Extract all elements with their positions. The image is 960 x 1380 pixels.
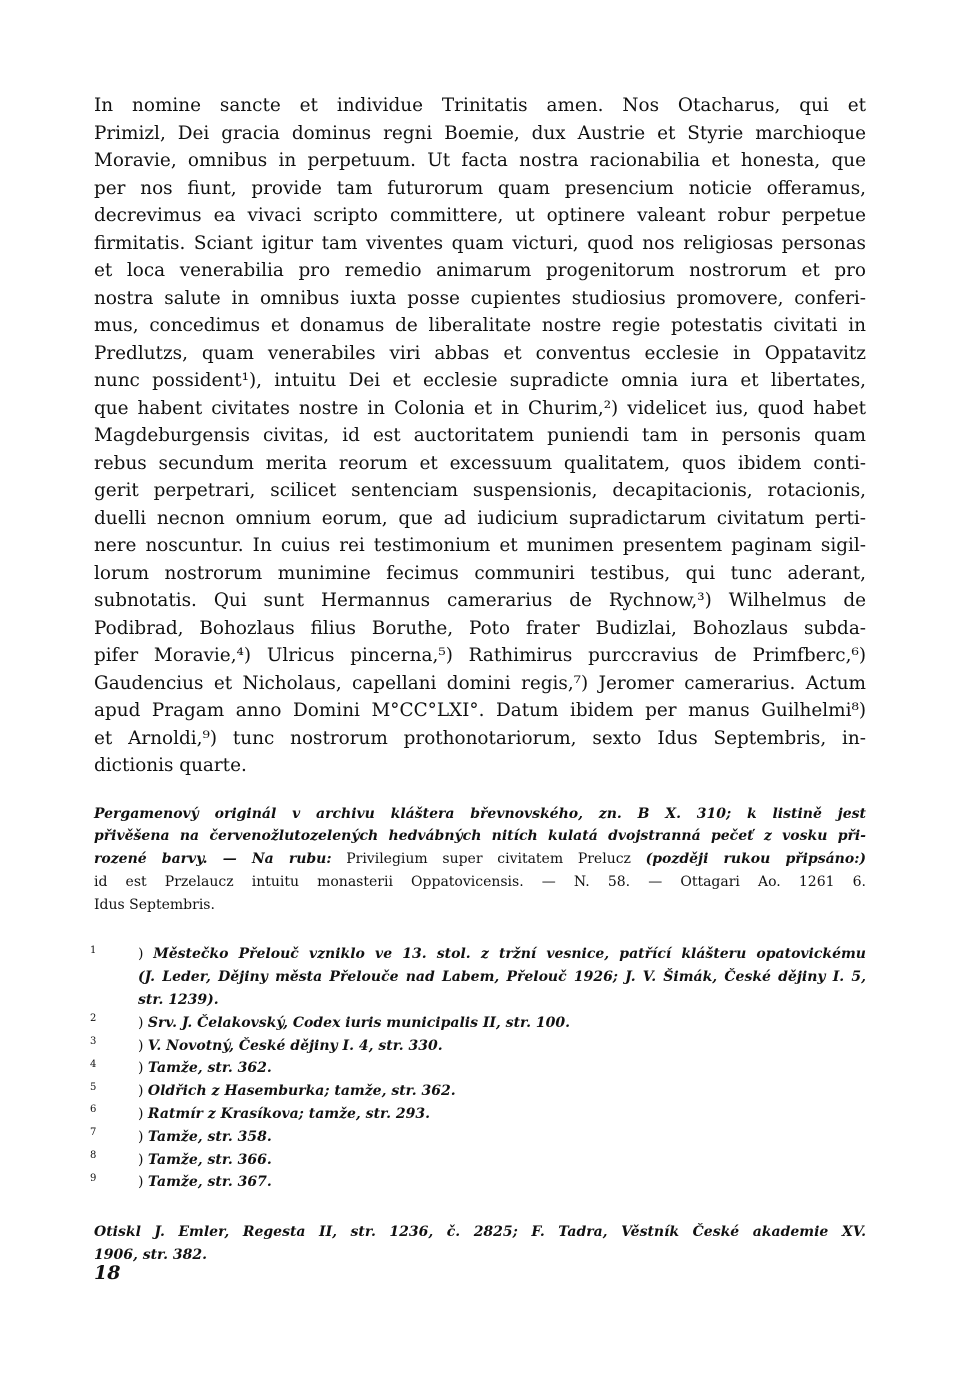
charter-text-line: et Arnoldi,⁹) tunc nostrorum prothonotariorum, sexto Idus Septembris, in- [94, 727, 866, 749]
footnote [90, 1171, 866, 1194]
charter-text-line: apud Pragam anno Domini M°CC°LXI°. Datum ibidem per manus Guilhelmi⁸) [94, 700, 866, 721]
footnotes [90, 943, 866, 1194]
footnote-line: 3 ) V. Novotný, České dějiny I. 4, str. 330. [90, 1036, 443, 1054]
printed-in-line: 1906, str. 382. [94, 1247, 207, 1264]
charter-text-line: dictionis quarte. [94, 755, 247, 776]
charter-text [94, 92, 866, 780]
archival-note-line: Idus Septembris. [94, 896, 215, 913]
footnote [90, 1103, 866, 1126]
charter-text-line: per nos fiunt, provide tam futurorum quam presencium noticie offeramus, [94, 177, 866, 199]
page-number: 18 [94, 1262, 121, 1284]
footnote-line: 4 ) Tamže, str. 362. [90, 1058, 272, 1077]
printed-in-line: Otiskl J. Emler, Regesta II, str. 1236, č. 2825; F. Tadra, Věstník České akademie XV. [94, 1224, 866, 1241]
archival-note-italic: rozené barvy. — Na rubu: [94, 851, 332, 868]
footnote-line [138, 989, 866, 1012]
charter-text-line: Primizl, Dei gracia dominus regni Boemie, dux Austrie et Styrie marchioque [94, 122, 866, 144]
footnote-line: 2 ) Srv. J. Čelakovský, Codex iuris municipalis II, str. 100. [90, 1013, 570, 1031]
archival-note-line: id est Przelaucz intuitu monasterii Oppatovicensis. — N. 58. — Ottagari Ao. 1261 6. [94, 873, 866, 890]
charter-text-line: que habent civitates nostre in Colonia et in Churim,²) videlicet ius, quod habet [94, 397, 866, 419]
charter-text-line: gerit perpetrari, scilicet sentenciam suspensionis, decapitacionis, rotacionis, [94, 480, 866, 501]
footnote-text: Tamže, str. 362. [147, 1060, 272, 1077]
footnote [90, 1080, 866, 1103]
footnote-line: 7 ) Tamže, str. 358. [90, 1127, 272, 1145]
charter-text-line: In nomine sancte et individue Trinitatis amen. Nos Otacharus, qui et [94, 95, 866, 116]
charter-text-line: Magdeburgensis civitas, id est auctoritatem puniendi tam in personis quam [94, 425, 866, 446]
footnote-text: Oldřich z Hasemburka; tamže, str. 362. [147, 1083, 456, 1100]
archival-note-italic: (později rukou připsáno:) [645, 851, 866, 868]
charter-text-line: duelli necnon omnium eorum, que ad iudicium supradictarum civitatum perti- [94, 507, 866, 529]
charter-text-line: Podibrad, Bohozlaus filius Boruthe, Poto frater Budizlai, Bohozlaus subda- [94, 617, 866, 639]
charter-text-line: Gaudencius et Nicholaus, capellani domini regis,⁷) Jeromer camerarius. Actum [94, 672, 866, 694]
footnote-line: 6 ) Ratmír z Krasíkova; tamže, str. 293. [90, 1104, 430, 1123]
footnote-line: 1 ) Městečko Přelouč vzniklo ve 13. stol. z tržní vesnice, patřící klášteru opatovickému [90, 944, 866, 963]
footnote-text: Tamže, str. 367. [147, 1174, 272, 1191]
footnote-line: 9 ) Tamže, str. 367. [90, 1172, 272, 1191]
footnote-text: Městečko Přelouč vzniklo ve 13. stol. z tržní vesnice, patřící klášteru opatovickému [153, 946, 866, 963]
charter-text-line: decrevimus ea vivaci scripto committere, ut optinere valeant robur perpetue [94, 205, 866, 226]
footnote [90, 1149, 866, 1172]
footnote [90, 1057, 866, 1080]
charter-text-line: firmitatis. Sciant igitur tam viventes quam victuri, quod nos religiosas personas [94, 232, 866, 254]
footnote [90, 1126, 866, 1149]
footnote-text: (J. Leder, Dějiny města Přelouče nad Labem, Přelouč 1926; J. V. Šimák, České dějiny I. 5, [138, 969, 866, 986]
archival-note [94, 803, 866, 917]
charter-text-line: nere noscuntur. In cuius rei testimonium et munimen presentem paginam sigil- [94, 535, 866, 556]
charter-text-line: Moravie, omnibus in perpetuum. Ut facta nostra racionabilia et honesta, que [94, 150, 866, 171]
printed-in-note [94, 1221, 866, 1267]
footnote-line: 8 ) Tamže, str. 366. [90, 1150, 272, 1168]
charter-text-line: rebus secundum merita reorum et excessuum qualitatem, quos ibidem conti- [94, 452, 866, 474]
document-page [90, 92, 866, 1267]
footnote-text: Ratmír z Krasíkova; tamže, str. 293. [147, 1106, 430, 1123]
charter-text-line: lorum nostrorum munimine fecimus communiri testibus, qui tunc aderant, [94, 562, 866, 584]
footnote-text: Srv. J. Čelakovský, Codex iuris municipalis II, str. 100. [147, 1014, 570, 1031]
footnote-line: 5 ) Oldřich z Hasemburka; tamže, str. 362. [90, 1081, 456, 1100]
footnote [90, 1035, 866, 1058]
archival-note-line [94, 848, 866, 871]
archival-note-plain: Privilegium super civitatem Prelucz [331, 851, 646, 868]
footnote-text: Tamže, str. 358. [147, 1128, 272, 1145]
charter-text-line: subnotatis. Qui sunt Hermannus camerarius de Rychnow,³) Wilhelmus de [94, 590, 866, 611]
charter-text-line: mus, concedimus et donamus de liberalitate nostre regie potestatis civitati in [94, 315, 866, 336]
footnote [90, 1012, 866, 1035]
charter-text-line: pifer Moravie,⁴) Ulricus pincerna,⁵) Rathimirus purccravius de Primfberc,⁶) [94, 645, 866, 666]
footnote-text: Tamže, str. 366. [147, 1151, 272, 1168]
archival-note-line: přivěšena na červenožlutozelených hedvábných nitích kulatá dvojstranná pečeť z vosku při- [94, 828, 866, 845]
archival-note-line: Pergamenový originál v archivu kláštera břevnovského, zn. B X. 310; k listině jest [94, 805, 866, 822]
footnote-text: str. 1239). [138, 992, 219, 1009]
footnote-text: V. Novotný, České dějiny I. 4, str. 330. [147, 1037, 443, 1054]
charter-text-line: nunc possident¹), intuitu Dei et ecclesie supradicte omnia iura et libertates, [94, 370, 866, 391]
footnote-line [138, 966, 866, 989]
charter-text-line: Predlutzs, quam venerabiles viri abbas et conventus ecclesie in Oppatavitz [94, 342, 866, 364]
footnote [90, 943, 866, 1011]
charter-text-line: et loca venerabilia pro remedio animarum progenitorum nostrorum et pro [94, 260, 866, 281]
charter-text-line: nostra salute in omnibus iuxta posse cupientes studiosius promovere, conferi- [94, 287, 866, 309]
